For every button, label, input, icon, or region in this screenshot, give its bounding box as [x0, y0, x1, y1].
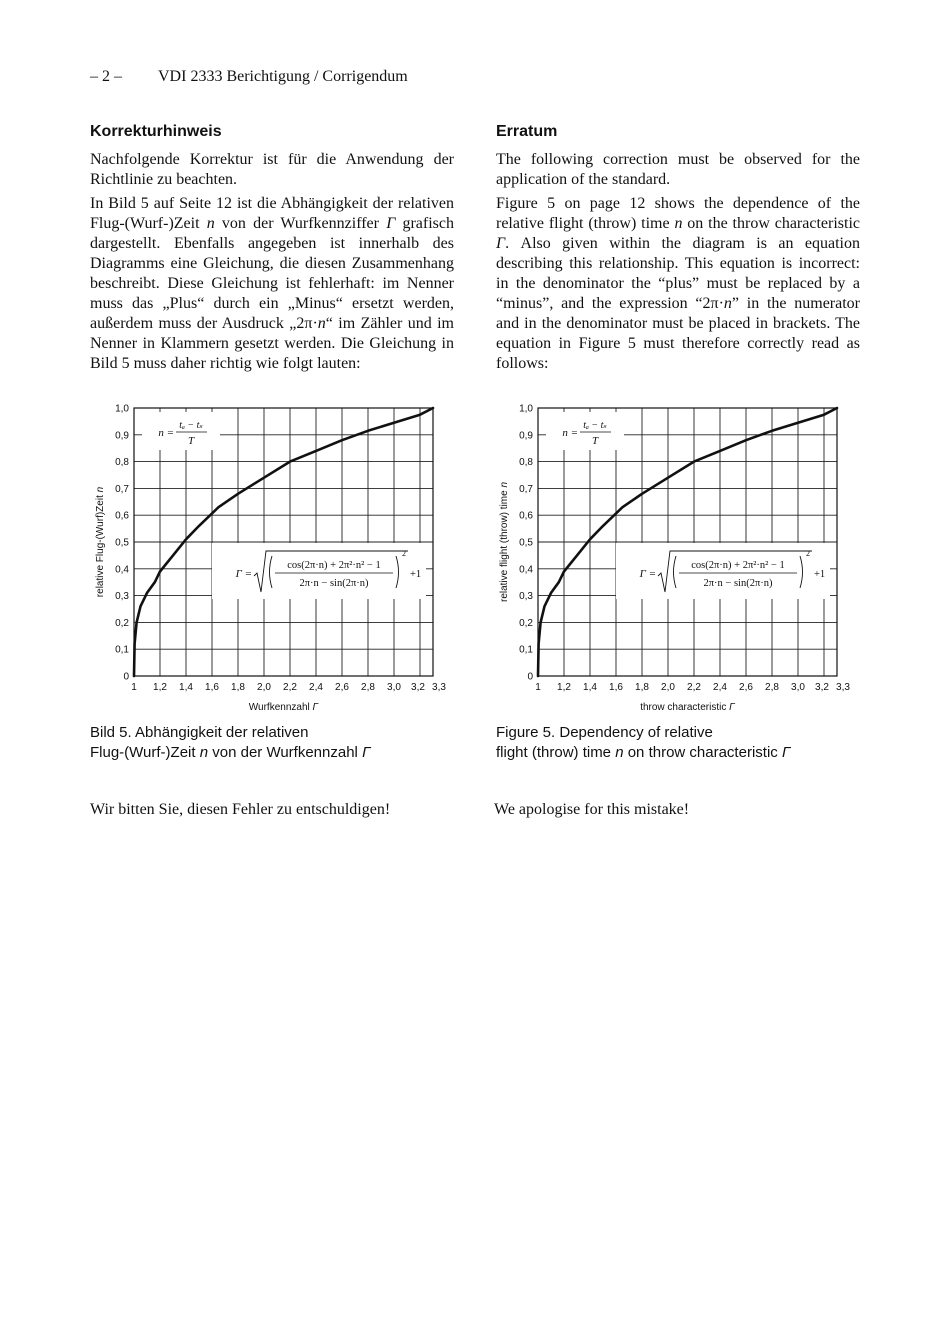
y-tick-label: 0,3: [519, 591, 533, 603]
formula-denominator: 2π·n − sin(2π·n): [299, 578, 369, 589]
formula-lhs: Γ =: [639, 568, 656, 580]
y-tick-label: 0,2: [115, 617, 129, 629]
page-number: – 2 –: [90, 68, 122, 85]
english-section: [496, 122, 860, 378]
english-chart: [490, 398, 862, 720]
y-tick-label: 0,8: [519, 457, 533, 469]
formula-lhs: n =: [158, 427, 174, 439]
x-tick-label: 3,3: [836, 682, 850, 693]
x-tick-label: 2,6: [739, 682, 753, 693]
y-tick-label: 0,4: [115, 564, 129, 576]
n-definition-formula: [142, 412, 220, 450]
formula-numerator: tₐ − tₛ: [583, 420, 607, 431]
x-tick-label: 2,0: [257, 682, 271, 693]
document-title: VDI 2333 Berichtigung / Corrigendum: [158, 68, 408, 85]
x-tick-label: 3,2: [411, 682, 425, 693]
english-body-paragraph: Figure 5 on page 12 shows the dependence of the relative flight (throw) time n on the throw characteristic Γ. Also given within the diagram is an equation describing this relationship. This equation is incorrect: in the denominator the “plus” must be replaced by a “minus”, and the expression “2π·n” in the numerator and in the denominator must be placed in brackets. The equation in Figure 5 must therefore correctly read as follows:: [496, 195, 860, 372]
x-tick-label: 1,6: [205, 682, 219, 693]
x-tick-label: 3,0: [791, 682, 805, 693]
x-tick-label: 1,2: [557, 682, 571, 693]
formula-numerator: cos(2π·n) + 2π²·n² − 1: [691, 560, 785, 571]
formula-exponent: 2: [402, 549, 406, 558]
y-tick-label: 0,9: [519, 430, 533, 442]
english-apology: We apologise for this mistake!: [494, 801, 690, 818]
x-axis-label: Wurfkennzahl Γ: [248, 702, 319, 713]
formula-lhs: Γ =: [235, 568, 252, 580]
gamma-formula: [212, 543, 426, 599]
formula-plus-one: +1: [814, 569, 826, 580]
formula-background: [142, 412, 220, 450]
x-tick-label: 1,8: [231, 682, 245, 693]
x-tick-label: 1,8: [635, 682, 649, 693]
formula-background: [546, 412, 624, 450]
x-tick-label: 1,6: [609, 682, 623, 693]
x-tick-label: 2,2: [283, 682, 297, 693]
x-tick-label: 2,6: [335, 682, 349, 693]
y-tick-label: 0,7: [115, 483, 129, 495]
formula-numerator: cos(2π·n) + 2π²·n² − 1: [287, 560, 381, 571]
y-tick-label: 0,1: [519, 644, 533, 656]
chart-svg: [86, 398, 458, 720]
x-tick-label: 2,8: [361, 682, 375, 693]
x-axis-label: throw characteristic Γ: [640, 702, 735, 713]
y-axis-label: relative Flug-(Wurf)Zeit n: [95, 486, 106, 598]
y-tick-label: 0,1: [115, 644, 129, 656]
english-heading: Erratum: [496, 123, 558, 140]
x-tick-label: 2,4: [309, 682, 323, 693]
x-tick-label: 1,4: [583, 682, 597, 693]
formula-numerator: tₐ − tₛ: [179, 420, 203, 431]
x-tick-label: 1: [535, 682, 541, 693]
y-tick-label: 0,7: [519, 483, 533, 495]
y-tick-label: 0,8: [115, 457, 129, 469]
x-tick-label: 1: [131, 682, 137, 693]
german-chart: [86, 398, 458, 720]
x-tick-label: 1,2: [153, 682, 167, 693]
x-tick-label: 2,2: [687, 682, 701, 693]
x-tick-label: 2,8: [765, 682, 779, 693]
y-tick-label: 0,2: [519, 617, 533, 629]
y-tick-label: 0,6: [115, 510, 129, 522]
y-tick-label: 0,9: [115, 430, 129, 442]
chart-svg: [490, 398, 862, 720]
german-figure-caption: Bild 5. Abhängigkeit der relativen Flug-(Wurf-)Zeit n von der Wurfkennzahl Γ: [90, 724, 371, 761]
y-axis-label: relative flight (throw) time n: [499, 481, 510, 603]
formula-exponent: 2: [806, 549, 810, 558]
y-tick-label: 0: [123, 671, 129, 683]
formula-plus-one: +1: [410, 569, 422, 580]
y-tick-label: 1,0: [115, 403, 129, 415]
x-tick-label: 2,4: [713, 682, 727, 693]
x-tick-label: 3,2: [815, 682, 829, 693]
english-intro-paragraph: The following correction must be observed for the application of the standard.: [496, 151, 860, 188]
formula-denominator: T: [187, 435, 195, 447]
y-tick-label: 0,5: [519, 537, 533, 549]
english-figure-caption: Figure 5. Dependency of relative flight (throw) time n on throw characteristic Γ: [496, 724, 791, 761]
x-tick-label: 2,0: [661, 682, 675, 693]
formula-lhs: n =: [562, 427, 578, 439]
y-tick-label: 0,5: [115, 537, 129, 549]
x-tick-label: 1,4: [179, 682, 193, 693]
y-tick-label: 0,6: [519, 510, 533, 522]
formula-denominator: 2π·n − sin(2π·n): [703, 578, 773, 589]
german-section: [90, 122, 454, 378]
gamma-formula: [616, 543, 830, 599]
y-tick-label: 0,4: [519, 564, 533, 576]
x-tick-label: 3,3: [432, 682, 446, 693]
y-tick-label: 0: [527, 671, 533, 683]
german-body-paragraph: In Bild 5 auf Seite 12 ist die Abhängigkeit der relativen Flug-(Wurf-)Zeit n von der Wurfkennziffer Γ grafisch dargestellt. Ebenfalls angegeben ist innerhalb des Diagramms eine Gleichung, die diesen Zusammenhang beschreibt. Diese Gleichung ist fehlerhaft: im Nenner muss das „Plus“ durch ein „Minus“ ersetzt werden, außerdem muss der Ausdruck „2π·n“ im Zähler und im Nenner in Klammern gesetzt werden. Die Gleichung in Bild 5 muss daher richtig wie folgt lauten:: [90, 195, 455, 372]
n-definition-formula: [546, 412, 624, 450]
german-heading: Korrekturhinweis: [90, 123, 222, 140]
y-tick-label: 0,3: [115, 591, 129, 603]
page-header: [90, 68, 408, 86]
german-apology: Wir bitten Sie, diesen Fehler zu entschuldigen!: [90, 801, 391, 818]
german-intro-paragraph: Nachfolgende Korrektur ist für die Anwendung der Richtlinie zu beachten.: [90, 151, 454, 188]
y-tick-label: 1,0: [519, 403, 533, 415]
formula-denominator: T: [591, 435, 599, 447]
x-tick-label: 3,0: [387, 682, 401, 693]
